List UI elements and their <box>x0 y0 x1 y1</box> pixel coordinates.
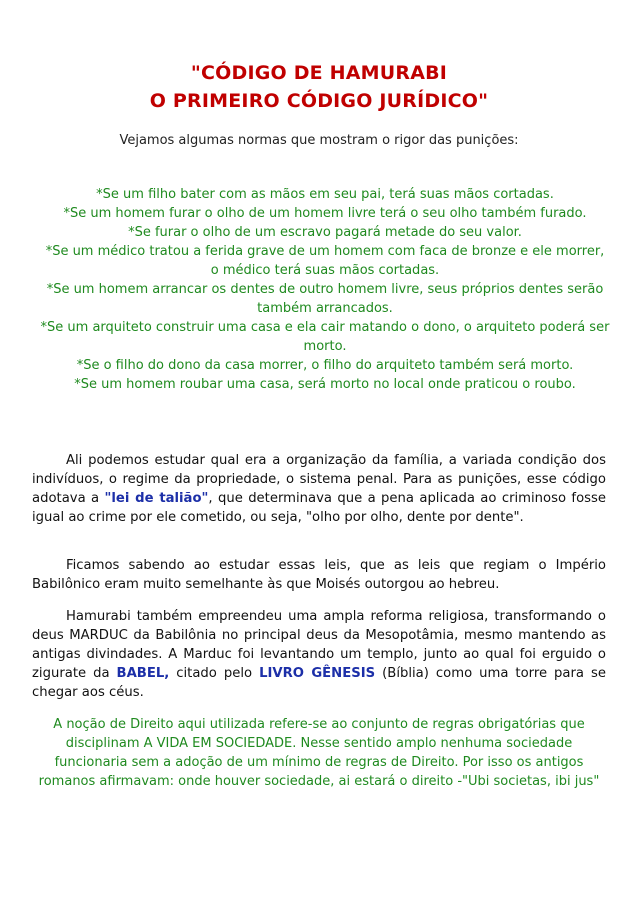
law-item: *Se um filho bater com as mãos em seu pai, terá suas mãos cortadas. <box>96 187 554 202</box>
keyword-lei-de-taliao: "lei de talião" <box>104 491 209 506</box>
law-item: *Se um médico tratou a ferida grave de um homem com faca de bronze e ele morrer, o médico terá suas mãos cortadas. <box>45 244 605 278</box>
document-title-line-1: "CÓDIGO DE HAMURABI <box>190 62 448 84</box>
paragraph-text <box>32 451 606 527</box>
paragraph-text-middle: citado pelo <box>169 666 260 681</box>
law-item: *Se furar o olho de um escravo pagará metade do seu valor. <box>128 225 522 240</box>
keyword-livro-genesis: LIVRO GÊNESIS <box>259 666 376 681</box>
closing-paragraph: A noção de Direito aqui utilizada refere-se ao conjunto de regras obrigatórias que disciplinam A VIDA EM SOCIEDADE. Nesse sentido amplo nenhuma sociedade funcionaria sem a adoção de um mínimo de regras de Direito. Por isso os antigos romanos afirmavam: onde houver sociedade, ai estará o direito -"Ubi societas, ibi jus" <box>38 717 600 789</box>
law-item: *Se um homem arrancar os dentes de outro homem livre, seus próprios dentes serão também arrancados. <box>46 282 604 316</box>
law-item: *Se o filho do dono da casa morrer, o filho do arquiteto também será morto. <box>76 358 574 373</box>
paragraph-text: Ficamos sabendo ao estudar essas leis, que as leis que regiam o Império Babilônico eram muito semelhante às que Moisés outorgou ao hebreu. <box>32 558 606 592</box>
law-list <box>40 185 610 394</box>
paragraph-text-start: Ali podemos estudar qual era a organização da família, a variada condição dos indivíduos, o regime da propriedade, o sistema penal. Para as punições, esse código adotava a <box>32 453 606 506</box>
law-item: *Se um homem roubar uma casa, será morto no local onde praticou o roubo. <box>74 377 576 392</box>
document-title-line-2: O PRIMEIRO CÓDIGO JURÍDICO" <box>149 90 489 112</box>
paragraph-babylonian-laws <box>32 556 606 594</box>
paragraph-text <box>32 607 606 702</box>
paragraph-family-organization <box>32 451 606 527</box>
paragraph-text-end: (Bíblia) como uma torre para se chegar aos céus. <box>32 666 606 700</box>
intro-sentence: Vejamos algumas normas que mostram o rigor das punições: <box>119 133 519 148</box>
law-item: *Se um arquiteto construir uma casa e ela cair matando o dono, o arquiteto poderá ser morto. <box>40 320 610 354</box>
keyword-babel: BABEL, <box>116 666 170 681</box>
law-item: *Se um homem furar o olho de um homem livre terá o seu olho também furado. <box>63 206 587 221</box>
paragraph-text-end: , que determinava que a pena aplicada ao criminoso fosse igual ao crime por ele cometido, ou seja, "olho por olho, dente por dente". <box>32 491 606 525</box>
paragraph-text-start: Hamurabi também empreendeu uma ampla reforma religiosa, transformando o deus MARDUC da Babilônia no principal deus da Mesopotâmia, mesmo mantendo as antigas divindades. A Marduc foi levantando um templo, junto ao qual foi erguido o zigurate da <box>32 609 606 681</box>
paragraph-religious-reform <box>32 607 606 702</box>
